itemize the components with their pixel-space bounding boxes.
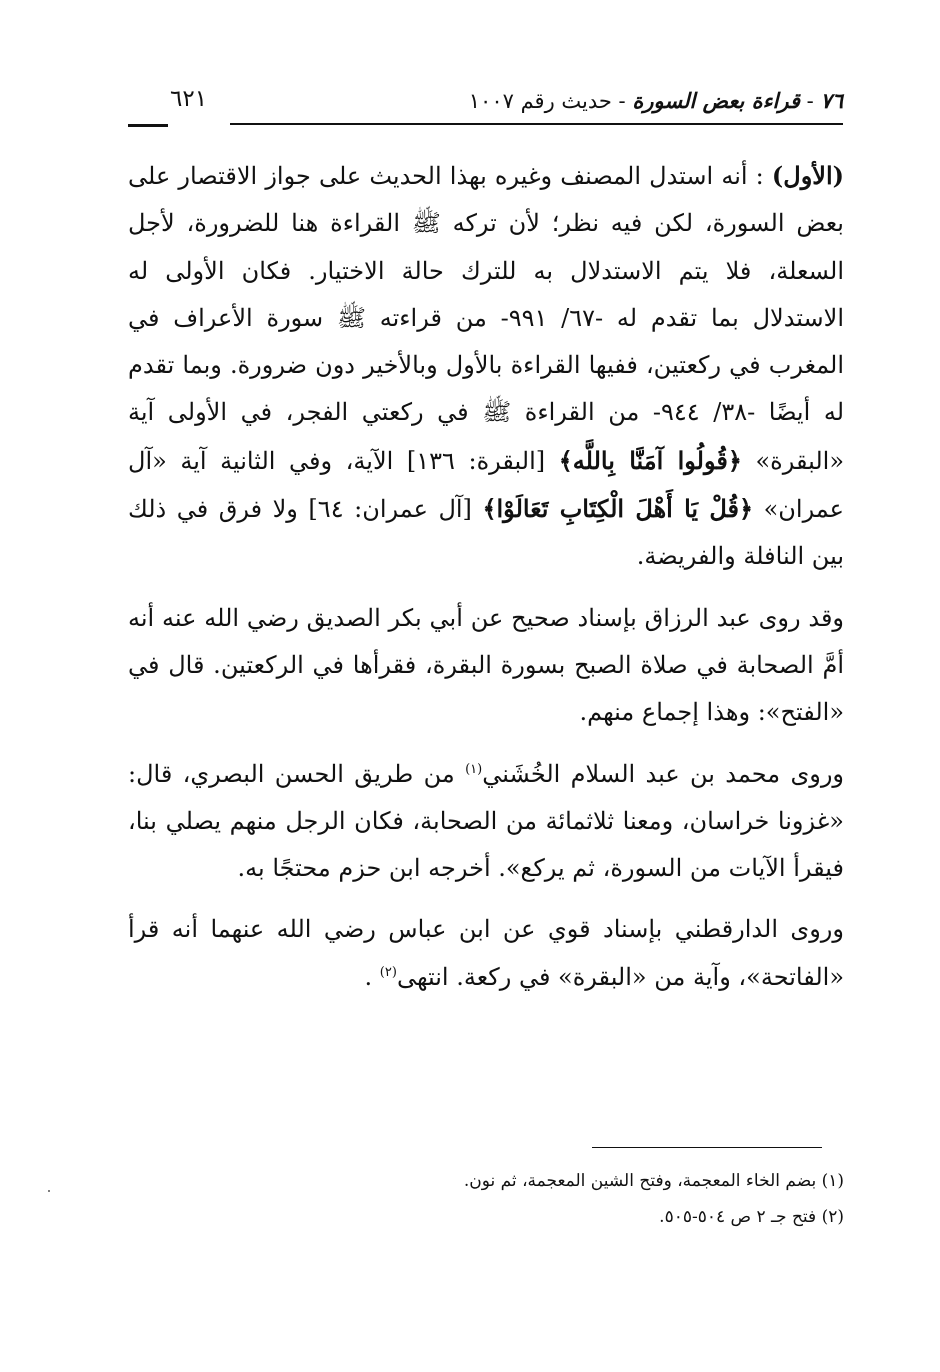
paragraph-text: من قراءته ﷺ سورة الأعراف في المغرب في ركعتين، ففيها القراءة بالأول وبالأخير دون ضرورة. وبما تقدم له أيضًا [128, 303, 845, 427]
footnote-item: (١) بضم الخاء المعجمة، وفتح الشين المعجمة، ثم نون. [463, 1171, 844, 1191]
page-header [128, 84, 843, 124]
point-label: (الأول) [771, 161, 844, 190]
paragraph-text: وروى الدارقطني بإسناد قوي عن ابن عباس رضي الله عنهما أنه قرأ «الفاتحة»، وآية من «البقرة» في ركعة. انتهى [128, 915, 844, 991]
chapter-number: ٧٦ [820, 88, 843, 113]
main-text [128, 152, 844, 1001]
footnote-item: (٢) فتح جـ ٢ ص ٥٠٤-٥٠٥. [659, 1207, 844, 1227]
paragraph-text: وروى محمد بن عبد السلام الخُشَني [482, 759, 845, 788]
paragraph-daraqutni [128, 906, 844, 1001]
paragraph-text: . [364, 962, 380, 991]
footnotes [128, 1163, 844, 1235]
footnote-separator [592, 1147, 822, 1148]
quran-verse: ﴿قُلْ يَا أَهْلَ الْكِتَابِ تَعَالَوْا﴾ [482, 494, 754, 524]
scan-speck [48, 1190, 50, 1192]
paragraph-text: من القراءة ﷺ في ركعتي الفجر، في الأولى آية «البقرة» [128, 398, 845, 475]
reference: -٣٨/ ٩٤٤- [652, 398, 756, 427]
hadith-label: حديث رقم ١٠٠٧ [468, 89, 612, 113]
reference: -٦٧/ ٩٩١- [500, 303, 604, 332]
quran-verse: ﴿قُولُوا آمَنَّا بِاللَّه﴾ [558, 445, 742, 475]
page-number: ٦٢١ [170, 86, 208, 112]
paragraph-text: من طريق الحسن البصري، قال: «غزونا خراسان، ومعنا ثلاثمائة من الصحابة، فكان الرجل منهم يصلي بنا، فيقرأ الآيات من السورة، ثم يركع». أخرجه ابن حزم محتجًا به. [128, 759, 844, 883]
chapter-topic: قراءة بعض السورة [632, 88, 800, 113]
verse-reference: [البقرة: ١٣٦] الآية، وفي الثانية آية «آل عمران» [128, 446, 845, 524]
footnote-marker[interactable]: (١) [465, 761, 483, 777]
footnote-marker[interactable]: (٢) [379, 964, 397, 980]
paragraph-abdulrazzaq: وقد روى عبد الرزاق بإسناد صحيح عن أبي بكر الصديق رضي الله عنه أنه أمَّ الصحابة في صلاة الصبح بسورة البقرة، فقرأها في الركعتين. قال في «الفتح»: وهذا إجماع منهم. [128, 603, 844, 727]
paragraph-khushani [128, 751, 844, 893]
header-rule [230, 123, 843, 125]
paragraph-text: : أنه استدل المصنف وغيره بهذا الحديث على جواز الاقتصار على بعض السورة، لكن فيه نظر؛ لأن تركه ﷺ القراءة هنا للضرورة، لأجل السعلة، فلا يتم الاستدلال به للترك حالة الاختيار. فكان الأولى له الاستدلال بما تقدم له [128, 162, 845, 332]
page-number-rule [128, 124, 168, 127]
paragraph-first-point [128, 152, 844, 581]
running-title: ٧٦ - قراءة بعض السورة - حديث رقم ١٠٠٧ [468, 88, 843, 113]
verse-reference: [آل عمران: ٦٤] ولا فرق في ذلك بين النافلة والفريضة. [128, 495, 844, 571]
